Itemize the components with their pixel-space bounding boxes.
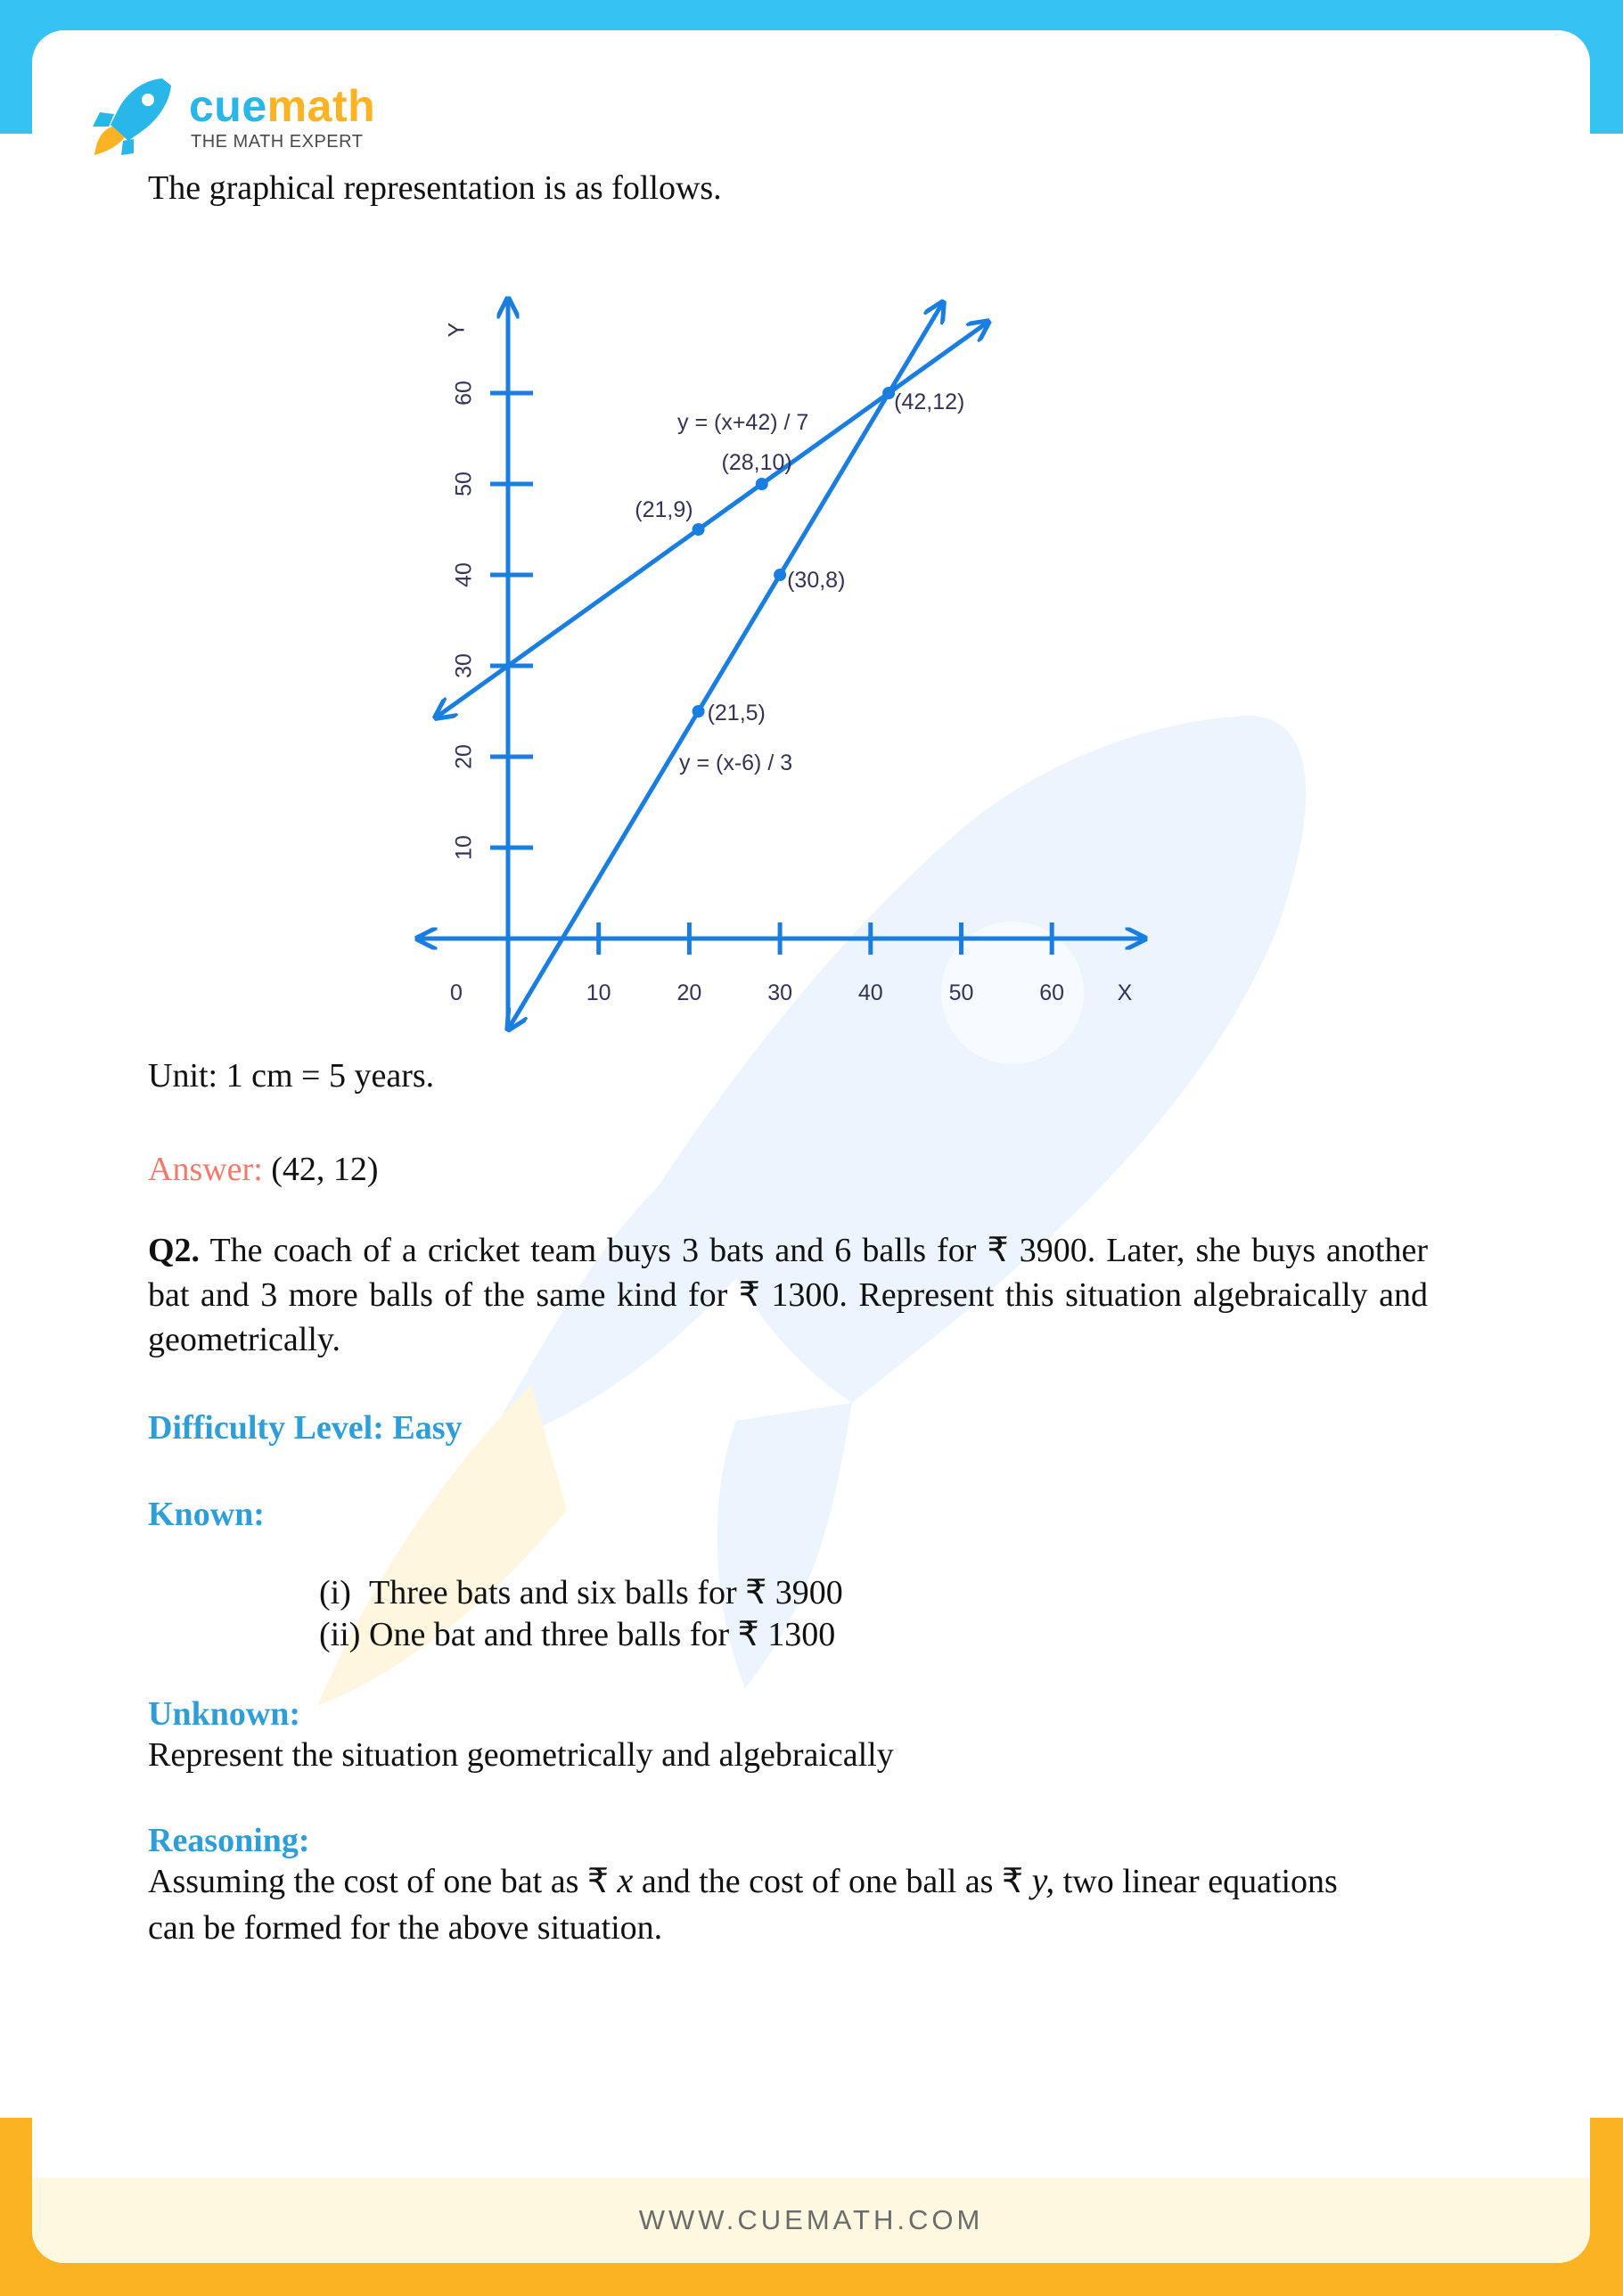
footer-url: WWW.CUEMATH.COM [638, 2204, 984, 2235]
point-label-2-1: (21,5) [707, 701, 766, 726]
x-tick-label-5: 60 [1039, 980, 1065, 1005]
reasoning-line-2: can be formed for the above situation. [148, 1909, 663, 1947]
data-point-1-3 [882, 387, 895, 399]
question-2 [148, 1228, 1428, 1362]
difficulty-level: Difficulty Level: Easy [148, 1409, 463, 1447]
x-tick-label-3: 40 [857, 980, 883, 1005]
answer-label: Answer: [148, 1151, 263, 1188]
intro-text: The graphical representation is as follows. [148, 169, 722, 207]
data-point-2-2 [774, 569, 786, 581]
y-tick-label-4: 50 [451, 472, 477, 496]
unit-text: Unit: 1 cm = 5 years. [148, 1057, 435, 1095]
graph-chart [0, 0, 1623, 1052]
known-heading: Known: [148, 1496, 265, 1533]
y-tick-label-2: 30 [451, 653, 477, 678]
series-line-1 [436, 322, 988, 718]
data-point-1-2 [756, 478, 768, 490]
reasoning-line-1: Assuming the cost of one bat as ₹ x and the cost of one ball as ₹ y, two linear equations [148, 1860, 1338, 1900]
point-label-2-2: (30,8) [787, 568, 846, 593]
point-label-1-3: (42,12) [894, 390, 965, 414]
series-1-equation: y = (x+42) / 7 [677, 410, 809, 435]
y-tick-label-3: 40 [451, 562, 477, 587]
question-number: Q2. [148, 1232, 201, 1269]
brand-tagline: THE MATH EXPERT [191, 132, 364, 152]
unknown-text: Represent the situation geometrically and algebraically [148, 1736, 894, 1774]
y-tick-label-0: 10 [451, 835, 477, 860]
x-tick-label-1: 20 [676, 980, 702, 1005]
y-tick-label-5: 60 [451, 381, 477, 406]
y-tick-label-1: 20 [451, 744, 477, 769]
point-label-1-1: (21,9) [635, 497, 693, 522]
unknown-heading: Unknown: [148, 1695, 301, 1733]
series-2-equation: y = (x-6) / 3 [679, 750, 793, 775]
x-axis-label: X [1117, 980, 1133, 1005]
data-point-2-1 [693, 705, 705, 718]
answer-value: (42, 12) [271, 1151, 379, 1188]
known-item-2: (ii) One bat and three balls for ₹ 1300 [319, 1616, 836, 1653]
data-point-1-1 [693, 523, 705, 536]
point-label-1-2: (28,10) [721, 450, 792, 475]
x-tick-label-4: 50 [948, 980, 974, 1005]
x-tick-label-0: 10 [586, 980, 611, 1005]
question-text: The coach of a cricket team buys 3 bats and 6 balls for ₹ 3900. Later, she buys another bat and 3 more balls of the same kind for ₹ 1300. Represent this situation algebraically and geometrically. [148, 1232, 1428, 1358]
x-tick-label-2: 30 [767, 980, 793, 1005]
y-axis-label: Y [444, 322, 470, 338]
brand-name: cuemath [189, 81, 376, 131]
reasoning-heading: Reasoning: [148, 1822, 310, 1859]
origin-label: 0 [450, 980, 463, 1005]
known-item-1: (i) Three bats and six balls for ₹ 3900 [319, 1574, 843, 1611]
answer-line [148, 1147, 379, 1192]
